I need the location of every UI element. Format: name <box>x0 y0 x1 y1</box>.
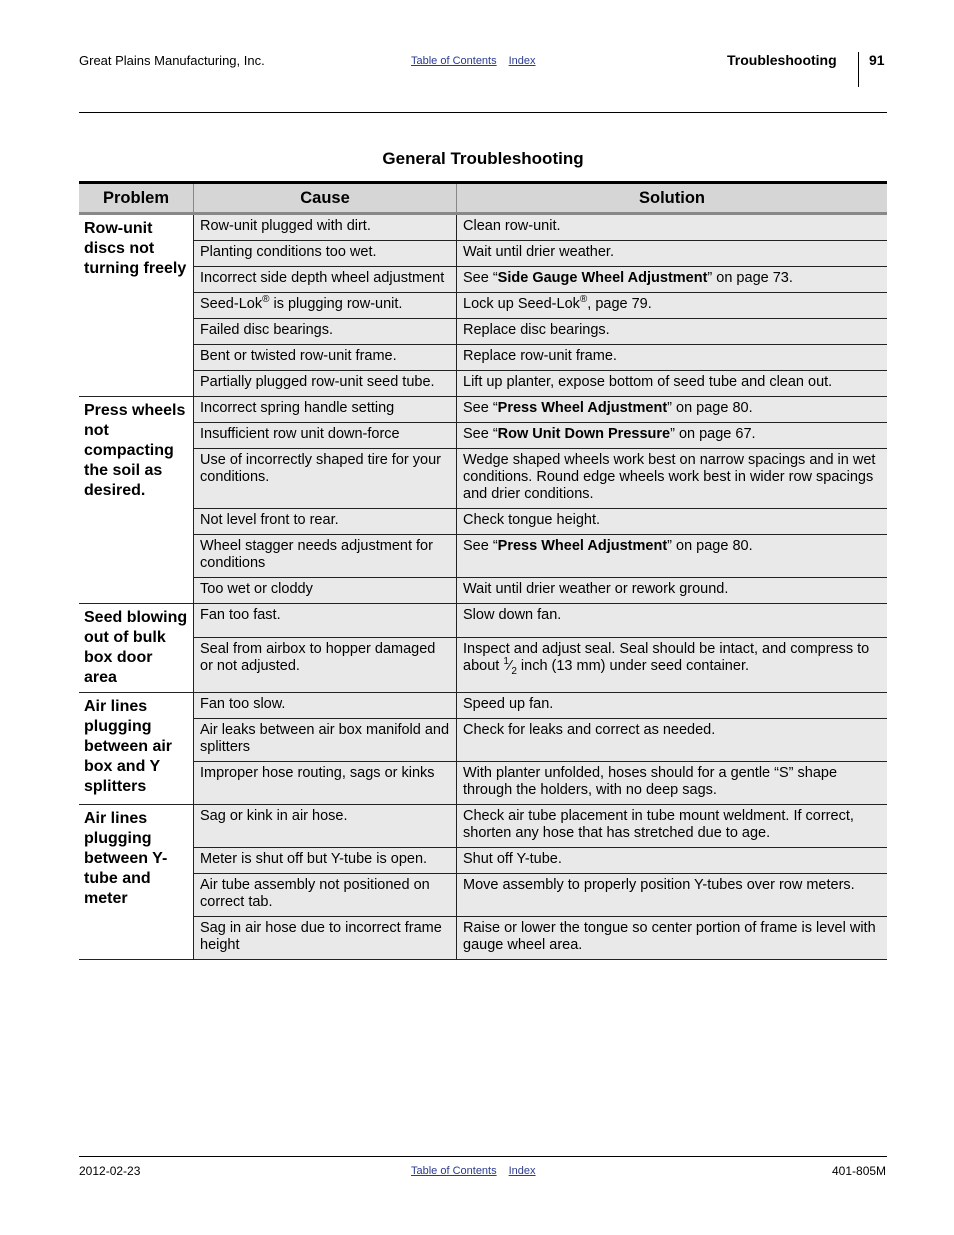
header-links <box>411 55 548 67</box>
header-problem: Problem <box>79 183 194 214</box>
table-row <box>79 762 887 805</box>
cause-cell: Air leaks between air box manifold and splitters <box>194 719 457 762</box>
troubleshooting-table <box>79 181 887 960</box>
table-row <box>79 693 887 719</box>
cause-cell: Failed disc bearings. <box>194 319 457 345</box>
cause-cell: Seal from airbox to hopper damaged or not adjusted. <box>194 637 457 692</box>
solution-text: ” on page 80. <box>667 538 753 554</box>
page-number: 91 <box>869 52 885 68</box>
header-divider <box>858 52 859 87</box>
cause-cell: Sag or kink in air hose. <box>194 805 457 848</box>
solution-cell: Wait until drier weather or rework ground. <box>457 578 888 604</box>
solution-cell <box>457 267 888 293</box>
cause-cell: Insufficient row unit down-force <box>194 423 457 449</box>
cause-cell: Not level front to rear. <box>194 509 457 535</box>
cause-text: is plugging row-unit. <box>269 296 403 312</box>
table-row <box>79 509 887 535</box>
solution-text: Inspect and adjust seal. Seal should be intact, and compress to about <box>463 640 870 674</box>
cause-cell: Row-unit plugged with dirt. <box>194 214 457 241</box>
fraction-slash: ⁄ <box>508 657 512 674</box>
solution-text: inch (13 mm) under seed container. <box>516 657 749 674</box>
cause-cell: Fan too slow. <box>194 693 457 719</box>
table-row <box>79 719 887 762</box>
solution-cell: Check for leaks and correct as needed. <box>457 719 888 762</box>
problem-cell: Seed blowing out of bulk box door area <box>79 604 194 693</box>
table-row <box>79 241 887 267</box>
table-row <box>79 604 887 638</box>
page-title: General Troubleshooting <box>382 149 584 168</box>
cause-cell: Meter is shut off but Y-tube is open. <box>194 848 457 874</box>
solution-text: ” on page 67. <box>670 426 756 442</box>
table-row <box>79 214 887 241</box>
solution-cell: Raise or lower the tongue so center portion of frame is level with gauge wheel area. <box>457 917 888 960</box>
header-solution: Solution <box>457 183 888 214</box>
solution-cell: Move assembly to properly position Y-tubes over row meters. <box>457 874 888 917</box>
solution-cell: Replace row-unit frame. <box>457 345 888 371</box>
registered-mark: ® <box>579 294 588 306</box>
solution-text: See “ <box>463 270 498 286</box>
cause-cell: Use of incorrectly shaped tire for your conditions. <box>194 449 457 509</box>
footer-index-link[interactable]: Index <box>508 1165 536 1177</box>
cause-cell <box>194 293 457 319</box>
problem-cell: Air lines plugging between air box and Y splitters <box>79 693 194 805</box>
table-row <box>79 449 887 509</box>
header-toc-link[interactable]: Table of Contents <box>411 55 497 67</box>
solution-reference: Side Gauge Wheel Adjustment <box>497 270 708 286</box>
table-row <box>79 293 887 319</box>
section-title: Troubleshooting <box>727 52 837 68</box>
solution-cell <box>457 535 888 578</box>
registered-mark: ® <box>262 294 270 306</box>
solution-cell: Speed up fan. <box>457 693 888 719</box>
solution-cell: Slow down fan. <box>457 604 888 638</box>
solution-cell: With planter unfolded, hoses should for a gentle “S” shape through the holders, with no deep sags. <box>457 762 888 805</box>
table-row <box>79 637 887 692</box>
table-row <box>79 397 887 423</box>
problem-cell: Air lines plugging between Y-tube and meter <box>79 805 194 960</box>
table-row <box>79 345 887 371</box>
solution-text: See “ <box>463 426 498 442</box>
cause-cell: Improper hose routing, sags or kinks <box>194 762 457 805</box>
header-index-link[interactable]: Index <box>508 55 536 67</box>
table-row <box>79 874 887 917</box>
solution-reference: Press Wheel Adjustment <box>497 400 668 416</box>
solution-cell: Clean row-unit. <box>457 214 888 241</box>
footer-doc-number: 401-805M <box>832 1164 887 1178</box>
solution-cell: Replace disc bearings. <box>457 319 888 345</box>
cause-cell: Planting conditions too wet. <box>194 241 457 267</box>
header-cause: Cause <box>194 183 457 214</box>
solution-cell <box>457 397 888 423</box>
table-row <box>79 848 887 874</box>
solution-text: ” on page 73. <box>707 270 793 286</box>
cause-cell: Incorrect spring handle setting <box>194 397 457 423</box>
cause-cell: Bent or twisted row-unit frame. <box>194 345 457 371</box>
solution-cell: Lift up planter, expose bottom of seed tube and clean out. <box>457 371 888 397</box>
table-row <box>79 371 887 397</box>
table-row <box>79 423 887 449</box>
cause-cell: Sag in air hose due to incorrect frame height <box>194 917 457 960</box>
header-rule <box>79 112 887 113</box>
table-row <box>79 319 887 345</box>
cause-cell: Air tube assembly not positioned on correct tab. <box>194 874 457 917</box>
solution-text: See “ <box>463 538 498 554</box>
cause-cell: Incorrect side depth wheel adjustment <box>194 267 457 293</box>
footer-links <box>411 1165 548 1177</box>
solution-reference: Row Unit Down Pressure <box>497 426 671 442</box>
table-body <box>79 214 887 960</box>
fraction-denominator: 2 <box>511 665 517 677</box>
solution-cell: Shut off Y-tube. <box>457 848 888 874</box>
solution-reference: Press Wheel Adjustment <box>497 538 668 554</box>
table-row <box>79 578 887 604</box>
solution-cell: Check air tube placement in tube mount weldment. If correct, shorten any hose that has stretched due to age. <box>457 805 888 848</box>
table-row <box>79 805 887 848</box>
footer-toc-link[interactable]: Table of Contents <box>411 1165 497 1177</box>
solution-text: See “ <box>463 400 498 416</box>
solution-cell <box>457 637 888 692</box>
cause-cell: Partially plugged row-unit seed tube. <box>194 371 457 397</box>
table-row <box>79 917 887 960</box>
solution-text: ” on page 80. <box>667 400 753 416</box>
cause-cell: Fan too fast. <box>194 604 457 638</box>
cause-cell: Too wet or cloddy <box>194 578 457 604</box>
problem-cell: Row-unit discs not turning freely <box>79 214 194 397</box>
cause-text: Seed-Lok <box>200 296 263 312</box>
solution-cell: Wait until drier weather. <box>457 241 888 267</box>
footer-date: 2012-02-23 <box>79 1164 141 1178</box>
solution-cell: Check tongue height. <box>457 509 888 535</box>
solution-cell: Wedge shaped wheels work best on narrow spacings and in wet conditions. Round edge wheels work best in wider row spacings and drier conditions. <box>457 449 888 509</box>
fraction-numerator: 1 <box>503 655 509 667</box>
table-row <box>79 535 887 578</box>
solution-text: Lock up Seed-Lok <box>463 296 580 312</box>
company-name: Great Plains Manufacturing, Inc. <box>79 53 265 68</box>
problem-cell: Press wheels not compacting the soil as desired. <box>79 397 194 604</box>
footer-rule <box>79 1156 887 1157</box>
solution-cell <box>457 293 888 319</box>
table-row <box>79 267 887 293</box>
solution-cell <box>457 423 888 449</box>
cause-cell: Wheel stagger needs adjustment for conditions <box>194 535 457 578</box>
solution-text: , page 79. <box>587 296 652 312</box>
